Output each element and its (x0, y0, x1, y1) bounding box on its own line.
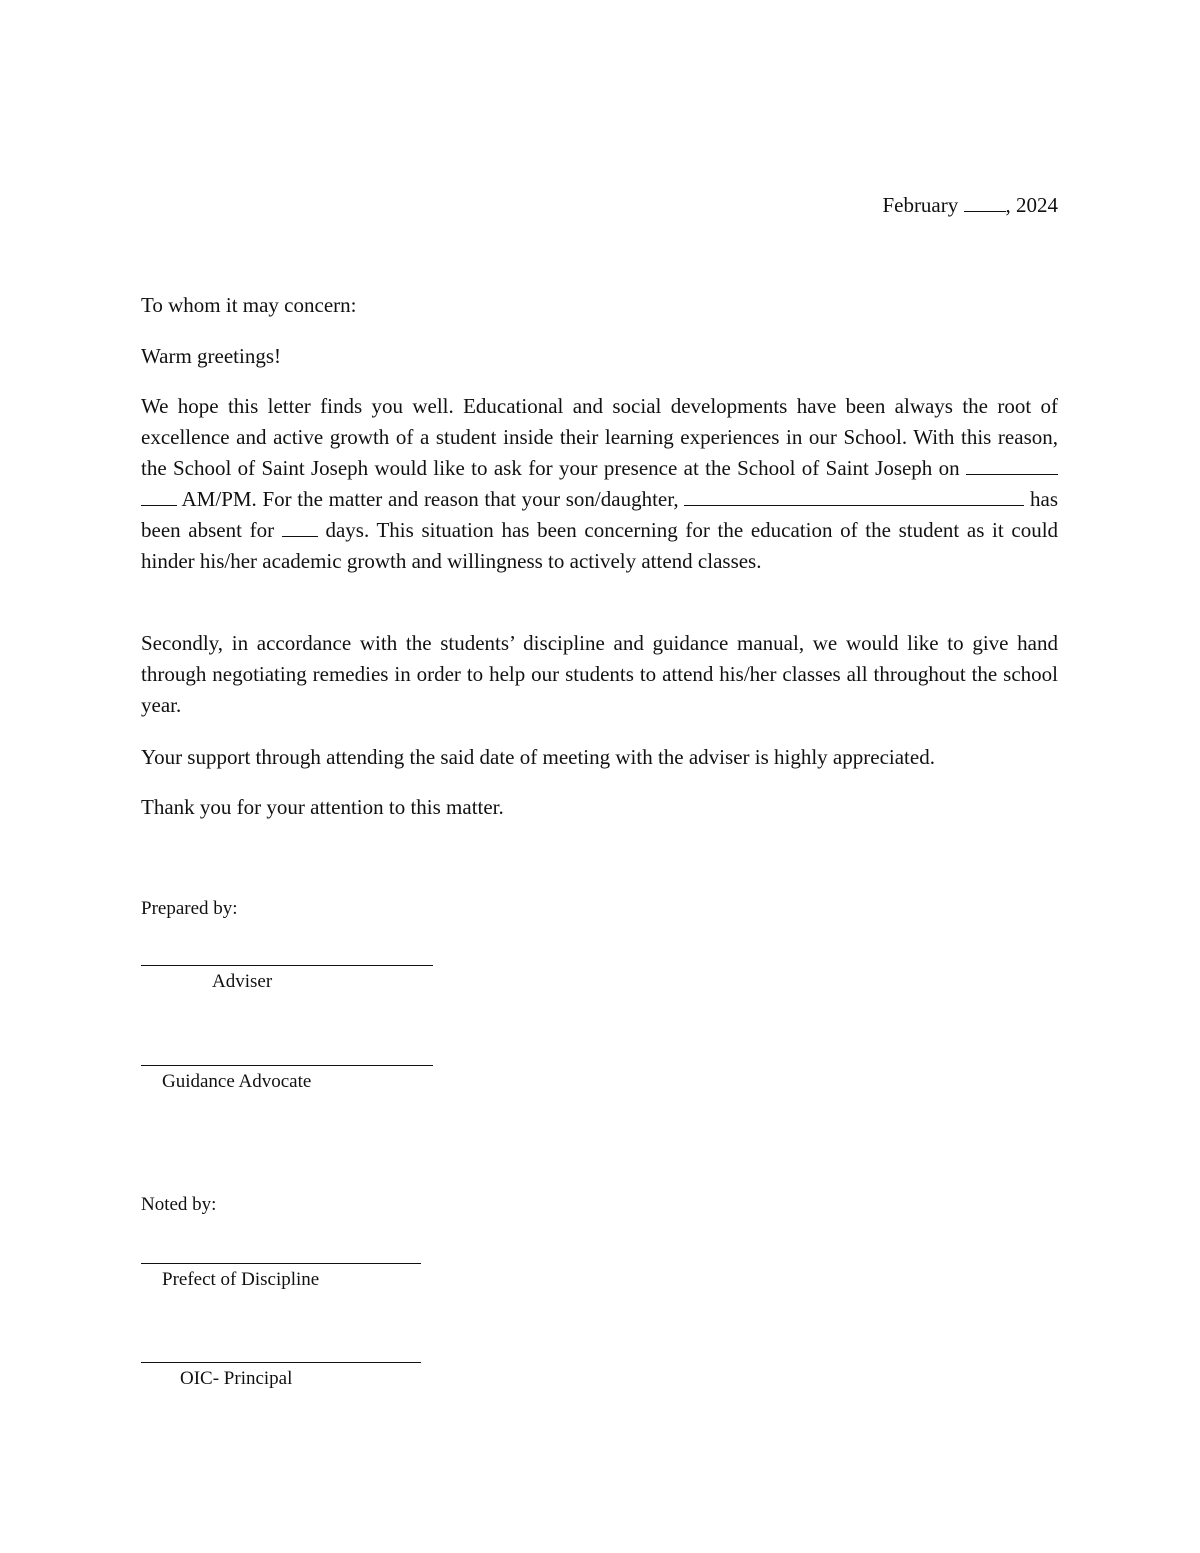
body-paragraph-4: Thank you for your attention to this matter. (141, 795, 504, 819)
student-name-blank (684, 485, 1024, 506)
date-year: , 2024 (1005, 193, 1058, 217)
noted-by-label: Noted by: (141, 1194, 217, 1215)
guidance-advocate-label: Guidance Advocate (162, 1071, 312, 1092)
letter-date (882, 190, 1058, 221)
prefect-signature-line (141, 1263, 421, 1264)
oic-principal-label: OIC- Principal (180, 1368, 293, 1389)
adviser-signature-line (141, 965, 433, 966)
p1-text-4: days. This situation has been concerning for the education of the student as it could hinder his/her academic growth and willingness to actively attend classes. (141, 518, 1059, 573)
principal-signature-line (141, 1362, 421, 1363)
guidance-signature-line (141, 1065, 433, 1066)
date-day-blank (964, 191, 1006, 212)
prefect-of-discipline-label: Prefect of Discipline (162, 1269, 320, 1290)
prepared-by-label: Prepared by: (141, 898, 238, 919)
meeting-time-blank (141, 485, 177, 506)
p1-text-3: has been absent for (141, 487, 1059, 542)
absent-days-blank (282, 516, 318, 537)
body-paragraph-3: Your support through attending the said date of meeting with the adviser is highly appreciated. (141, 745, 935, 769)
greeting: Warm greetings! (141, 344, 282, 368)
body-paragraph-1 (141, 391, 1058, 577)
adviser-label: Adviser (212, 971, 273, 992)
salutation: To whom it may concern: (141, 293, 357, 317)
body-paragraph-2: Secondly, in accordance with the students’ discipline and guidance manual, we would like to give hand through negotiating remedies in order to help our students to attend his/her classes all throughout the school year. (141, 631, 1058, 717)
date-month: February (882, 193, 959, 217)
p1-text-1: We hope this letter finds you well. Educational and social developments have been always the root of excellence and active growth of a student inside their learning experiences in our School. With this reason, the School of Saint Joseph would like to ask for your presence at the School of Saint Joseph on (141, 394, 1058, 480)
p1-text-2: AM/PM. For the matter and reason that your son/daughter, (181, 487, 679, 511)
meeting-date-blank (966, 454, 1058, 475)
